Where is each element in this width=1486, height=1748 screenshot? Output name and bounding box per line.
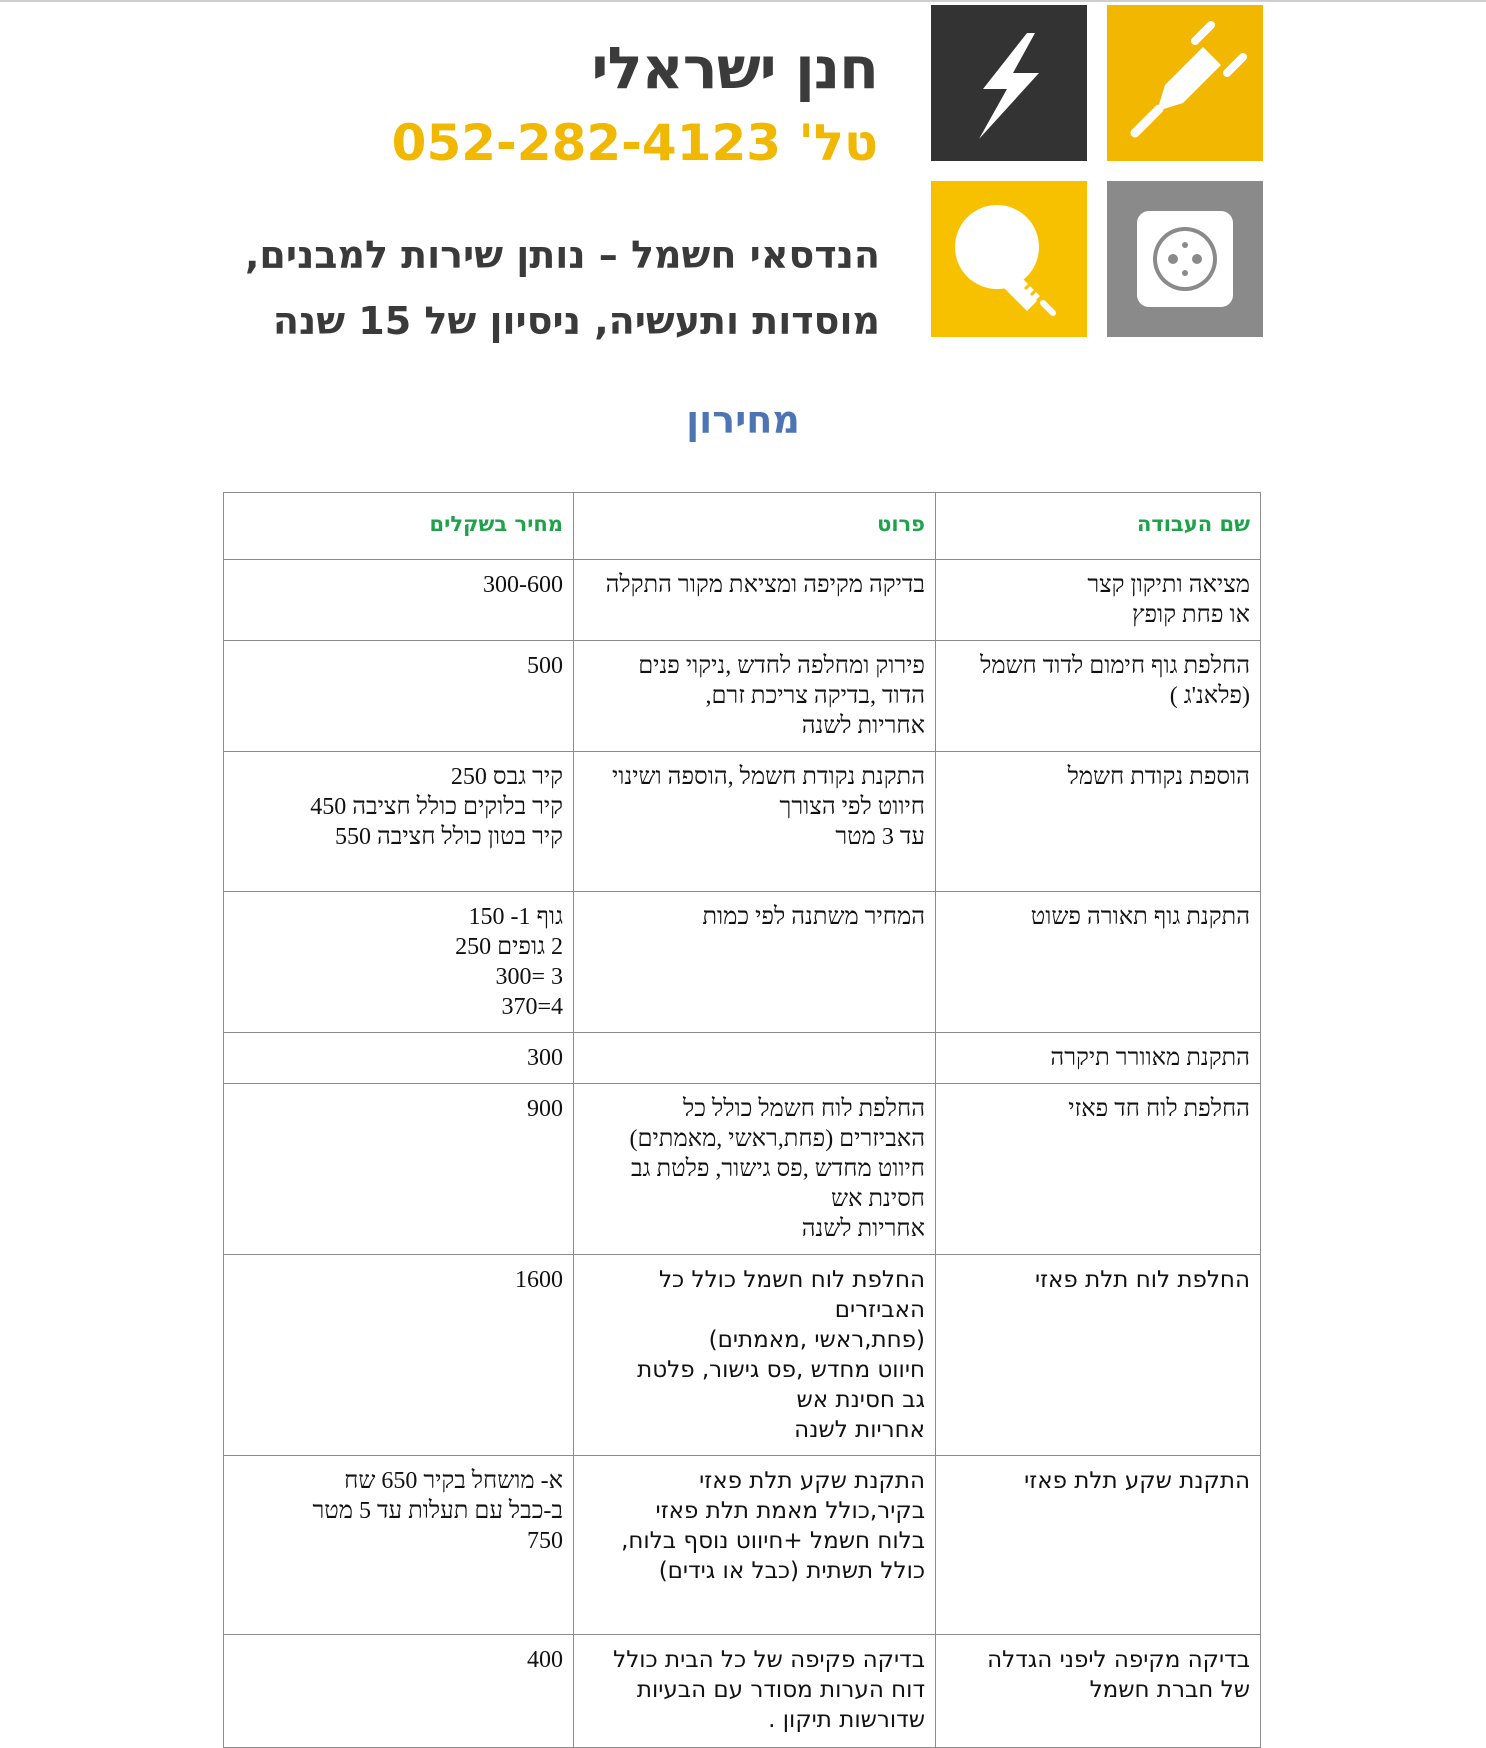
cell-detail: החלפת לוח חשמל כולל כל האביזרים (פחת,ראשי ,מאמתים) חיווט מחדש ,פס גישור, פלטת גב חסינת אש אחריות לשנה — [574, 1084, 936, 1255]
table-row — [224, 641, 1261, 752]
cell-job-name: התקנת גוף תאורה פשוט — [936, 892, 1261, 1033]
price-table — [223, 492, 1261, 1748]
page-title: מחירון — [686, 398, 800, 442]
table-row — [224, 752, 1261, 892]
header-price: מחיר בשקלים — [224, 493, 574, 560]
cell-detail: התקנת נקודת חשמל ,הוספה ושינוי חיווט לפי הצורך עד 3 מטר — [574, 752, 936, 892]
cell-price: קיר גבס 250 קיר בלוקים כולל חציבה 450 קיר בטון כולל חציבה 550 — [224, 752, 574, 892]
cell-detail: בדיקה פקיפה של כל הבית כולל דוח הערות מסודר עם הבעיות שדורשות תיקון . — [574, 1635, 936, 1748]
cell-detail: המחיר משתנה לפי כמות — [574, 892, 936, 1033]
cell-price: 500 — [224, 641, 574, 752]
light-bulb-icon — [931, 181, 1087, 337]
cell-price: 400 — [224, 1635, 574, 1748]
table-row — [224, 1635, 1261, 1748]
cell-job-name: הוספת נקודת חשמל — [936, 752, 1261, 892]
table-row — [224, 892, 1261, 1033]
cell-price: 900 — [224, 1084, 574, 1255]
cell-detail — [574, 1033, 936, 1084]
cell-job-name: מציאה ותיקון קצר או פחת קופץ — [936, 560, 1261, 641]
cell-price: גוף 1- 150 2 גופים 250 3 =300 4=370 — [224, 892, 574, 1033]
cell-job-name: החלפת גוף חימום לדוד חשמל (פלאנ'ג ) — [936, 641, 1261, 752]
plug-icon — [1107, 5, 1263, 161]
wall-socket-icon — [1107, 181, 1263, 337]
cell-job-name: התקנת מאוורר תיקרה — [936, 1033, 1261, 1084]
brand-phone: טל' 052-282-4123 — [391, 114, 878, 172]
cell-price: 300 — [224, 1033, 574, 1084]
top-border-line — [0, 0, 1486, 2]
table-row — [224, 1456, 1261, 1635]
table-row — [224, 560, 1261, 641]
cell-detail: החלפת לוח חשמל כולל כל האביזרים (פחת,ראשי ,מאמתים) חיווט מחדש ,פס גישור, פלטת גב חסינת אש אחריות לשנה — [574, 1255, 936, 1456]
cell-detail: פירוק ומחלפה לחדש ,ניקוי פנים הדוד ,בדיקה צריכת זרם, אחריות לשנה — [574, 641, 936, 752]
cell-job-name: החלפת לוח חד פאזי — [936, 1084, 1261, 1255]
cell-job-name: החלפת לוח תלת פאזי — [936, 1255, 1261, 1456]
table-row — [224, 1255, 1261, 1456]
tagline-line-1: הנדסאי חשמל – נותן שירות למבנים, — [244, 233, 880, 277]
cell-price: 300-600 — [224, 560, 574, 641]
header-brand — [178, 30, 878, 178]
cell-job-name: התקנת שקע תלת פאזי — [936, 1456, 1261, 1635]
table-row — [224, 1033, 1261, 1084]
brand-name: חנן ישראלי — [591, 34, 878, 102]
cell-price: א- מושחל בקיר 650 שח ב-כבל עם תעלות עד 5 מטר 750 — [224, 1456, 574, 1635]
header-detail: פרוט — [574, 493, 936, 560]
header-job-name: שם העבודה — [936, 493, 1261, 560]
lightning-bolt-icon — [931, 5, 1087, 161]
cell-price: 1600 — [224, 1255, 574, 1456]
cell-detail: בדיקה מקיפה ומציאת מקור התקלה — [574, 560, 936, 641]
table-row — [224, 1084, 1261, 1255]
tagline — [160, 222, 880, 354]
tagline-line-2: מוסדות ותעשיה, ניסיון של 15 שנה — [272, 299, 880, 343]
cell-job-name: בדיקה מקיפה ליפני הגדלה של חברת חשמל — [936, 1635, 1261, 1748]
table-header-row — [224, 493, 1261, 560]
cell-detail: התקנת שקע תלת פאזי בקיר,כולל מאמת תלת פאזי בלוח חשמל +חיווט נוסף בלוח, כולל תשתית (כבל או גידים) — [574, 1456, 936, 1635]
